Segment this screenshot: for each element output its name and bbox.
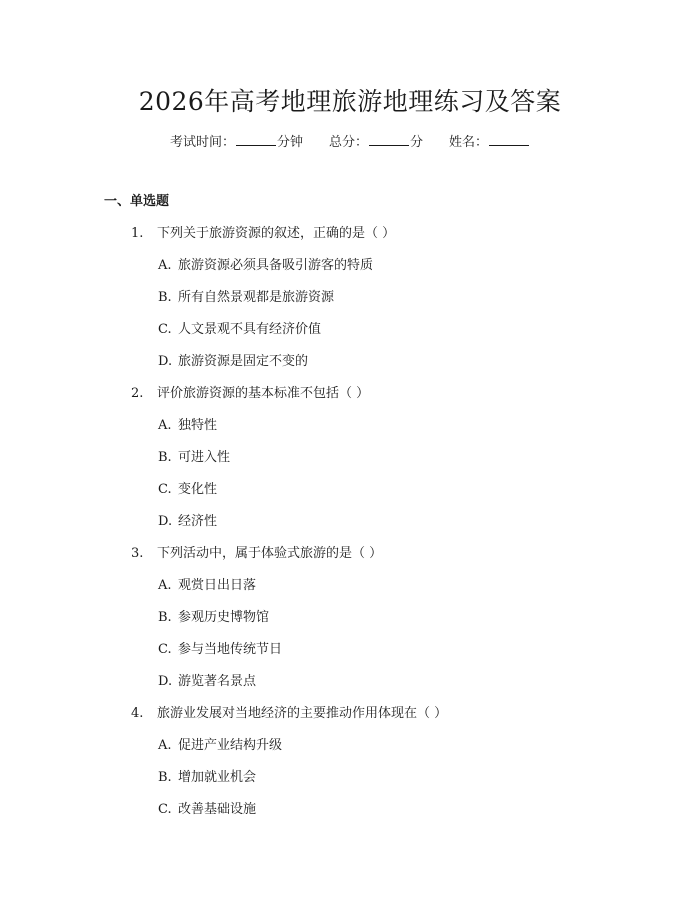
option bbox=[158, 766, 256, 785]
section-heading: 一、单选题 bbox=[104, 194, 170, 209]
option-letter: C. bbox=[158, 482, 172, 497]
question bbox=[131, 222, 395, 241]
option bbox=[158, 670, 256, 689]
question bbox=[131, 542, 382, 561]
option-letter: C. bbox=[158, 642, 172, 657]
option-letter: C. bbox=[158, 322, 172, 337]
option-text: 人文景观不具有经济价值 bbox=[178, 322, 322, 337]
option-letter: C. bbox=[158, 802, 172, 817]
option-text: 经济性 bbox=[178, 514, 218, 529]
time-blank bbox=[236, 134, 276, 146]
option-text: 可进入性 bbox=[178, 450, 231, 465]
option-text: 旅游资源必须具备吸引游客的特质 bbox=[178, 258, 374, 273]
option-text: 参观历史博物馆 bbox=[178, 610, 270, 625]
option-letter: A. bbox=[158, 258, 172, 273]
option-text: 促进产业结构升级 bbox=[178, 738, 283, 753]
time-unit: 分钟 bbox=[276, 135, 303, 150]
question bbox=[131, 382, 369, 401]
option bbox=[158, 478, 217, 497]
option-letter: A. bbox=[158, 418, 172, 433]
option-letter: D. bbox=[158, 514, 173, 529]
option-letter: B. bbox=[158, 610, 172, 625]
option bbox=[158, 638, 282, 657]
option bbox=[158, 734, 282, 753]
question-number: 1. bbox=[131, 226, 144, 241]
option bbox=[158, 574, 256, 593]
option-text: 所有自然景观都是旅游资源 bbox=[178, 290, 335, 305]
option-letter: B. bbox=[158, 290, 172, 305]
option-text: 观赏日出日落 bbox=[178, 578, 257, 593]
option bbox=[158, 798, 256, 817]
question-text: 下列关于旅游资源的叙述，正确的是（ ） bbox=[157, 226, 396, 241]
score-unit: 分 bbox=[410, 135, 424, 150]
question-text: 下列活动中，属于体验式旅游的是（ ） bbox=[157, 546, 383, 561]
question bbox=[131, 702, 447, 721]
score-label: 总分： bbox=[328, 135, 368, 150]
option bbox=[158, 606, 269, 625]
option-letter: A. bbox=[158, 738, 172, 753]
option-letter: A. bbox=[158, 578, 172, 593]
score-blank bbox=[369, 134, 409, 146]
option bbox=[158, 510, 217, 529]
option-letter: D. bbox=[158, 354, 173, 369]
option-text: 游览著名景点 bbox=[178, 674, 257, 689]
option-letter: D. bbox=[158, 674, 173, 689]
option bbox=[158, 414, 217, 433]
question-text: 评价旅游资源的基本标准不包括（ ） bbox=[157, 386, 370, 401]
option bbox=[158, 318, 321, 337]
exam-meta bbox=[0, 131, 700, 150]
page-title: 2026年高考地理旅游地理练习及答案 bbox=[138, 87, 562, 116]
time-label: 考试时间： bbox=[169, 135, 235, 150]
option-text: 增加就业机会 bbox=[178, 770, 257, 785]
option bbox=[158, 350, 308, 369]
question-text: 旅游业发展对当地经济的主要推动作用体现在（ ） bbox=[157, 706, 448, 721]
question-number: 2. bbox=[131, 386, 144, 401]
option-text: 独特性 bbox=[178, 418, 218, 433]
option-text: 改善基础设施 bbox=[178, 802, 257, 817]
option bbox=[158, 446, 230, 465]
question-number: 3. bbox=[131, 546, 144, 561]
option bbox=[158, 286, 334, 305]
name-blank bbox=[489, 134, 529, 146]
option-text: 旅游资源是固定不变的 bbox=[178, 354, 309, 369]
option-letter: B. bbox=[158, 450, 172, 465]
option-letter: B. bbox=[158, 770, 172, 785]
option bbox=[158, 254, 373, 273]
name-label: 姓名： bbox=[449, 135, 489, 150]
option-text: 变化性 bbox=[178, 482, 218, 497]
question-number: 4. bbox=[131, 706, 144, 721]
option-text: 参与当地传统节日 bbox=[178, 642, 283, 657]
